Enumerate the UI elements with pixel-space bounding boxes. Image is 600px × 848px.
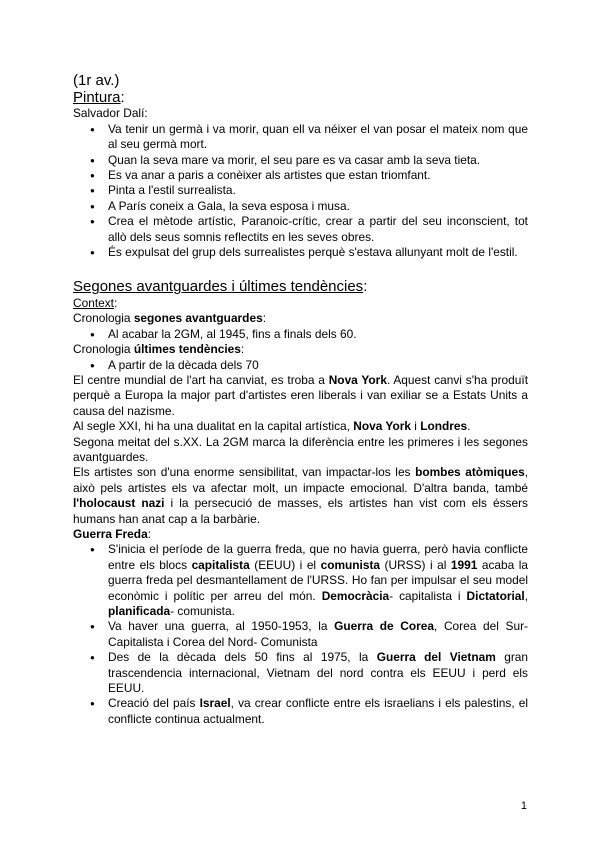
pintura-heading-row — [73, 89, 528, 106]
guerra-freda-list — [73, 542, 528, 727]
cronologia-ultimes-list — [73, 358, 528, 373]
cronologia-segones-list — [73, 327, 528, 342]
dali-bullet: ● Quan la seva mare va morir, el seu pare es va casar amb la seva tieta. — [73, 153, 528, 168]
guerra-freda-heading: Guerra Freda — [73, 526, 148, 541]
paragraph-nova-york: El centre mundial de l'art ha canviat, es troba a Nova York. Aquest canvi s'ha produït perquè a Europa la major part d'artistes eren liberals i van exiliar se a Estats Units a causa del nazisme. — [73, 372, 529, 418]
pintura-heading: Pintura — [73, 89, 121, 106]
segones-heading-row — [73, 278, 528, 295]
paragraph-segona-meitat: Segona meitat del s.XX. La 2GM marca la diferència entre les primeres i les segones avantguardes. — [73, 434, 528, 464]
guerra-freda-bullet: ● Des de la dècada dels 50 fins al 1975, la Guerra del Vietnam gran trascendencia internacional, Vietnam del nord contra els EEUU i perd els EEUU. — [73, 650, 528, 696]
semester-heading: (1r av.) — [73, 72, 120, 89]
cronologia-ultimes: Cronologia últimes tendències: — [73, 342, 245, 357]
paragraph-sensibilitat: Els artistes son d'una enorme sensibilitat, van impactar-los les bombes atòmiques, això pels artistes els va afectar molt, un impacte emocional. D'altra banda, també l'holocaust nazi i la persecució de masses, els artistes han vist com els éssers humans han anat cap a la barbàrie. — [73, 465, 529, 526]
document-page — [73, 72, 528, 727]
context-label: Context — [73, 295, 114, 310]
heading-colon: : — [363, 278, 368, 296]
dali-bullet: ● És expulsat del grup dels surrealistes perquè s'estava allunyant molt de l'estil. — [73, 245, 528, 260]
dali-bullet: ● A París coneix a Gala, la seva esposa i musa. — [73, 199, 528, 214]
cronologia-bullet: ● A partir de la dècada dels 70 — [73, 358, 528, 373]
section-spacer — [73, 260, 528, 278]
artist-name: Salvador Dalí: — [73, 106, 148, 121]
guerra-freda-bullet: ● Va haver una guerra, al 1950-1953, la Guerra de Corea, Corea del Sur- Capitalista i Corea del Nord- Comunista — [73, 619, 528, 650]
context-label-row: Context: — [73, 295, 118, 310]
guerra-freda-bullet: ● Creació del país Israel, va crear conflicte entre els israelians i els palestins, el conflicte continua actualment. — [73, 696, 528, 727]
segones-heading: Segones avantguardes i últimes tendències — [73, 278, 364, 296]
guerra-freda-heading-row: Guerra Freda: — [73, 526, 151, 541]
heading-colon: : — [120, 89, 125, 106]
guerra-freda-bullet: ● S'inicia el període de la guerra freda, que no havia guerra, però havia conflicte entre els blocs capitalista (EEUU) i el comunista (URSS) i al 1991 acaba la guerra freda pel desmantellament de l'URSS. Ho fan per impulsar el seu model econòmic i polític per arreu del món. Democràcia- capitalista i Dictatorial, planificada- comunista. — [73, 542, 528, 619]
dali-bullet: ● Crea el mètode artístic, Paranoic-crític, crear a partir del seu inconscient, tot allò dels seus somnis reflectits en les seves obres. — [73, 214, 528, 245]
page-number: 1 — [520, 800, 527, 812]
dali-bullet: ● Es va anar a paris a conèixer als artistes que estan triomfant. — [73, 168, 528, 183]
cronologia-segones: Cronologia segones avantguardes: — [73, 311, 266, 326]
dali-bullet: ● Pinta a l'estil surrealista. — [73, 183, 528, 198]
paragraph-segle-xxi: Al segle XXI, hi ha una dualitat en la capital artística, Nova York i Londres. — [73, 419, 471, 434]
dali-bullet-list — [73, 122, 528, 261]
cronologia-bullet: ● Al acabar la 2GM, al 1945, fins a finals dels 60. — [73, 327, 528, 342]
dali-bullet: ● Va tenir un germà i va morir, quan ell va néixer el van posar el mateix nom que al seu germà mort. — [73, 122, 528, 153]
